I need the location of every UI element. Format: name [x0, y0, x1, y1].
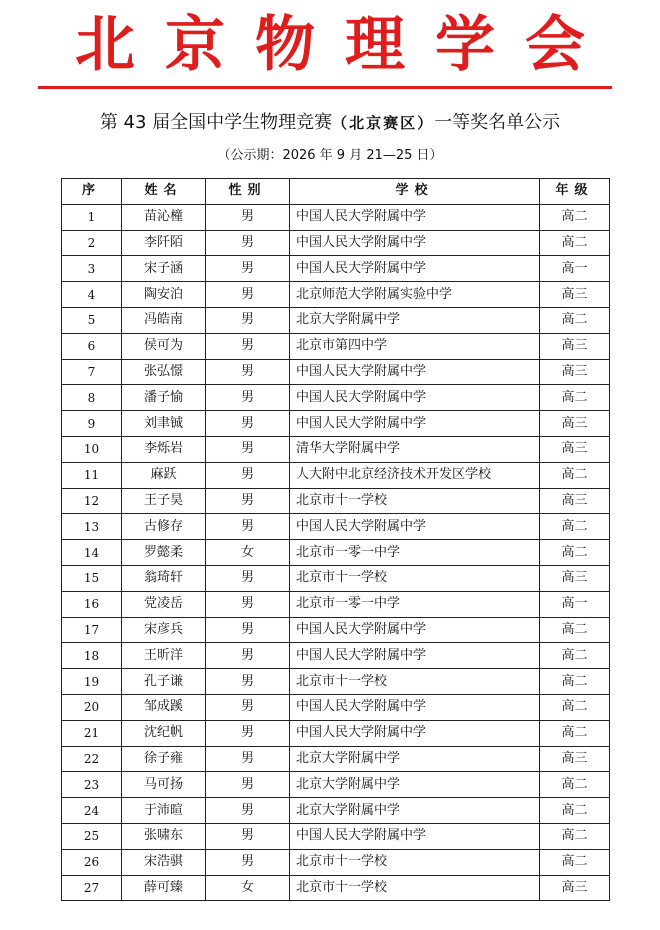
table-row [62, 669, 610, 695]
row-gender: 男 [206, 333, 290, 359]
row-gender: 男 [206, 462, 290, 488]
row-grade: 高三 [540, 488, 610, 514]
table-row [62, 617, 610, 643]
row-gender: 男 [206, 720, 290, 746]
row-index: 4 [62, 282, 122, 308]
row-name: 沈纪帆 [122, 720, 206, 746]
row-name: 于沛暄 [122, 798, 206, 824]
row-name: 李阡陌 [122, 230, 206, 256]
row-index: 1 [62, 204, 122, 230]
row-name: 孔子谦 [122, 669, 206, 695]
row-name: 侯可为 [122, 333, 206, 359]
row-name: 罗懿柔 [122, 540, 206, 566]
table-row [62, 565, 610, 591]
row-grade: 高三 [540, 565, 610, 591]
table-row [62, 307, 610, 333]
table-row [62, 436, 610, 462]
table-header-row [62, 179, 610, 205]
row-school: 北京市一零一中学 [290, 540, 540, 566]
row-school: 中国人民大学附属中学 [290, 720, 540, 746]
row-index: 27 [62, 875, 122, 901]
row-grade: 高二 [540, 204, 610, 230]
table-row [62, 798, 610, 824]
row-gender: 男 [206, 823, 290, 849]
row-name: 潘子愉 [122, 385, 206, 411]
table-row [62, 772, 610, 798]
column-header-gender: 性别 [206, 179, 290, 205]
row-index: 9 [62, 411, 122, 437]
row-gender: 男 [206, 256, 290, 282]
row-index: 24 [62, 798, 122, 824]
row-index: 21 [62, 720, 122, 746]
row-index: 5 [62, 307, 122, 333]
title-end: 一等奖名单公示 [434, 112, 561, 133]
row-grade: 高三 [540, 436, 610, 462]
row-grade: 高三 [540, 359, 610, 385]
column-header-index: 序 [62, 179, 122, 205]
table-row [62, 591, 610, 617]
row-gender: 男 [206, 798, 290, 824]
row-index: 2 [62, 230, 122, 256]
row-gender: 男 [206, 669, 290, 695]
row-gender: 男 [206, 591, 290, 617]
row-grade: 高二 [540, 823, 610, 849]
row-name: 王昕洋 [122, 643, 206, 669]
row-gender: 男 [206, 849, 290, 875]
row-school: 中国人民大学附属中学 [290, 411, 540, 437]
row-index: 7 [62, 359, 122, 385]
row-index: 3 [62, 256, 122, 282]
row-name: 宋浩骐 [122, 849, 206, 875]
row-index: 14 [62, 540, 122, 566]
table-row [62, 488, 610, 514]
row-school: 北京大学附属中学 [290, 307, 540, 333]
award-list-table [61, 178, 610, 901]
table-row [62, 385, 610, 411]
row-grade: 高二 [540, 720, 610, 746]
row-grade: 高二 [540, 462, 610, 488]
row-school: 中国人民大学附属中学 [290, 256, 540, 282]
row-index: 18 [62, 643, 122, 669]
row-school: 中国人民大学附属中学 [290, 204, 540, 230]
row-gender: 男 [206, 565, 290, 591]
table-row [62, 230, 610, 256]
row-school: 中国人民大学附属中学 [290, 230, 540, 256]
row-index: 25 [62, 823, 122, 849]
row-name: 张啸东 [122, 823, 206, 849]
row-index: 19 [62, 669, 122, 695]
row-name: 宋子涵 [122, 256, 206, 282]
table-row [62, 849, 610, 875]
row-school: 北京大学附属中学 [290, 772, 540, 798]
row-grade: 高一 [540, 591, 610, 617]
row-index: 6 [62, 333, 122, 359]
masthead-divider [38, 86, 612, 89]
row-index: 22 [62, 746, 122, 772]
row-index: 17 [62, 617, 122, 643]
row-name: 王子昊 [122, 488, 206, 514]
row-school: 清华大学附属中学 [290, 436, 540, 462]
row-school: 中国人民大学附属中学 [290, 617, 540, 643]
row-school: 北京市第四中学 [290, 333, 540, 359]
table-row [62, 256, 610, 282]
row-grade: 高二 [540, 514, 610, 540]
publicity-period: （公示期：2026 年 9 月 21—25 日） [217, 148, 443, 163]
row-grade: 高二 [540, 643, 610, 669]
column-header-name: 姓名 [122, 179, 206, 205]
row-school: 北京市十一学校 [290, 849, 540, 875]
row-grade: 高三 [540, 333, 610, 359]
row-name: 古修存 [122, 514, 206, 540]
column-header-school: 学校 [290, 179, 540, 205]
row-gender: 男 [206, 282, 290, 308]
row-name: 宋彦兵 [122, 617, 206, 643]
row-school: 北京大学附属中学 [290, 798, 540, 824]
table-row [62, 875, 610, 901]
row-index: 16 [62, 591, 122, 617]
table-row [62, 694, 610, 720]
row-name: 冯皓南 [122, 307, 206, 333]
table-row [62, 462, 610, 488]
row-name: 李烁岩 [122, 436, 206, 462]
row-gender: 男 [206, 694, 290, 720]
row-name: 徐子雍 [122, 746, 206, 772]
row-grade: 高二 [540, 307, 610, 333]
row-grade: 高三 [540, 875, 610, 901]
row-grade: 高二 [540, 772, 610, 798]
row-name: 苗沁橦 [122, 204, 206, 230]
row-school: 中国人民大学附属中学 [290, 823, 540, 849]
table-row [62, 823, 610, 849]
row-index: 15 [62, 565, 122, 591]
row-gender: 男 [206, 385, 290, 411]
row-school: 北京师范大学附属实验中学 [290, 282, 540, 308]
row-index: 12 [62, 488, 122, 514]
row-gender: 男 [206, 436, 290, 462]
row-name: 陶安泊 [122, 282, 206, 308]
row-grade: 高三 [540, 746, 610, 772]
row-index: 26 [62, 849, 122, 875]
row-gender: 女 [206, 875, 290, 901]
row-grade: 高二 [540, 540, 610, 566]
table-row [62, 540, 610, 566]
row-name: 党凌岳 [122, 591, 206, 617]
row-name: 张弘憬 [122, 359, 206, 385]
table-row [62, 411, 610, 437]
row-school: 北京大学附属中学 [290, 746, 540, 772]
row-school: 中国人民大学附属中学 [290, 643, 540, 669]
row-gender: 男 [206, 204, 290, 230]
row-school: 中国人民大学附属中学 [290, 385, 540, 411]
row-grade: 高三 [540, 411, 610, 437]
title-region: （北京赛区） [332, 114, 435, 132]
row-school: 北京市十一学校 [290, 565, 540, 591]
row-grade: 高一 [540, 256, 610, 282]
row-index: 11 [62, 462, 122, 488]
row-school: 北京市十一学校 [290, 875, 540, 901]
row-gender: 男 [206, 307, 290, 333]
table-row [62, 720, 610, 746]
row-name: 马可扬 [122, 772, 206, 798]
table-row [62, 746, 610, 772]
row-index: 23 [62, 772, 122, 798]
row-grade: 高二 [540, 617, 610, 643]
table-row [62, 204, 610, 230]
row-name: 麻跃 [122, 462, 206, 488]
row-index: 10 [62, 436, 122, 462]
table-row [62, 359, 610, 385]
table-row [62, 643, 610, 669]
row-school: 中国人民大学附属中学 [290, 514, 540, 540]
row-grade: 高三 [540, 282, 610, 308]
row-index: 13 [62, 514, 122, 540]
row-gender: 男 [206, 359, 290, 385]
row-index: 20 [62, 694, 122, 720]
row-grade: 高二 [540, 798, 610, 824]
row-school: 北京市十一学校 [290, 488, 540, 514]
row-school: 人大附中北京经济技术开发区学校 [290, 462, 540, 488]
row-grade: 高二 [540, 849, 610, 875]
row-name: 薛可臻 [122, 875, 206, 901]
row-grade: 高二 [540, 385, 610, 411]
table-row [62, 282, 610, 308]
row-grade: 高二 [540, 230, 610, 256]
row-gender: 男 [206, 514, 290, 540]
row-school: 中国人民大学附属中学 [290, 359, 540, 385]
row-gender: 男 [206, 230, 290, 256]
row-name: 翁琦轩 [122, 565, 206, 591]
row-school: 北京市十一学校 [290, 669, 540, 695]
row-gender: 男 [206, 643, 290, 669]
row-grade: 高二 [540, 669, 610, 695]
row-index: 8 [62, 385, 122, 411]
row-grade: 高二 [540, 694, 610, 720]
title-main: 第 43 届全国中学生物理竞赛 [99, 112, 333, 133]
row-gender: 男 [206, 772, 290, 798]
row-name: 刘聿铖 [122, 411, 206, 437]
table-row [62, 333, 610, 359]
row-gender: 男 [206, 411, 290, 437]
row-name: 邹成蹊 [122, 694, 206, 720]
row-gender: 男 [206, 617, 290, 643]
table-row [62, 514, 610, 540]
row-school: 中国人民大学附属中学 [290, 694, 540, 720]
row-gender: 女 [206, 540, 290, 566]
document-title [0, 110, 660, 136]
row-school: 北京市一零一中学 [290, 591, 540, 617]
row-gender: 男 [206, 488, 290, 514]
organization-masthead: 北京物理学会 [75, 10, 615, 80]
column-header-grade: 年级 [540, 179, 610, 205]
row-gender: 男 [206, 746, 290, 772]
